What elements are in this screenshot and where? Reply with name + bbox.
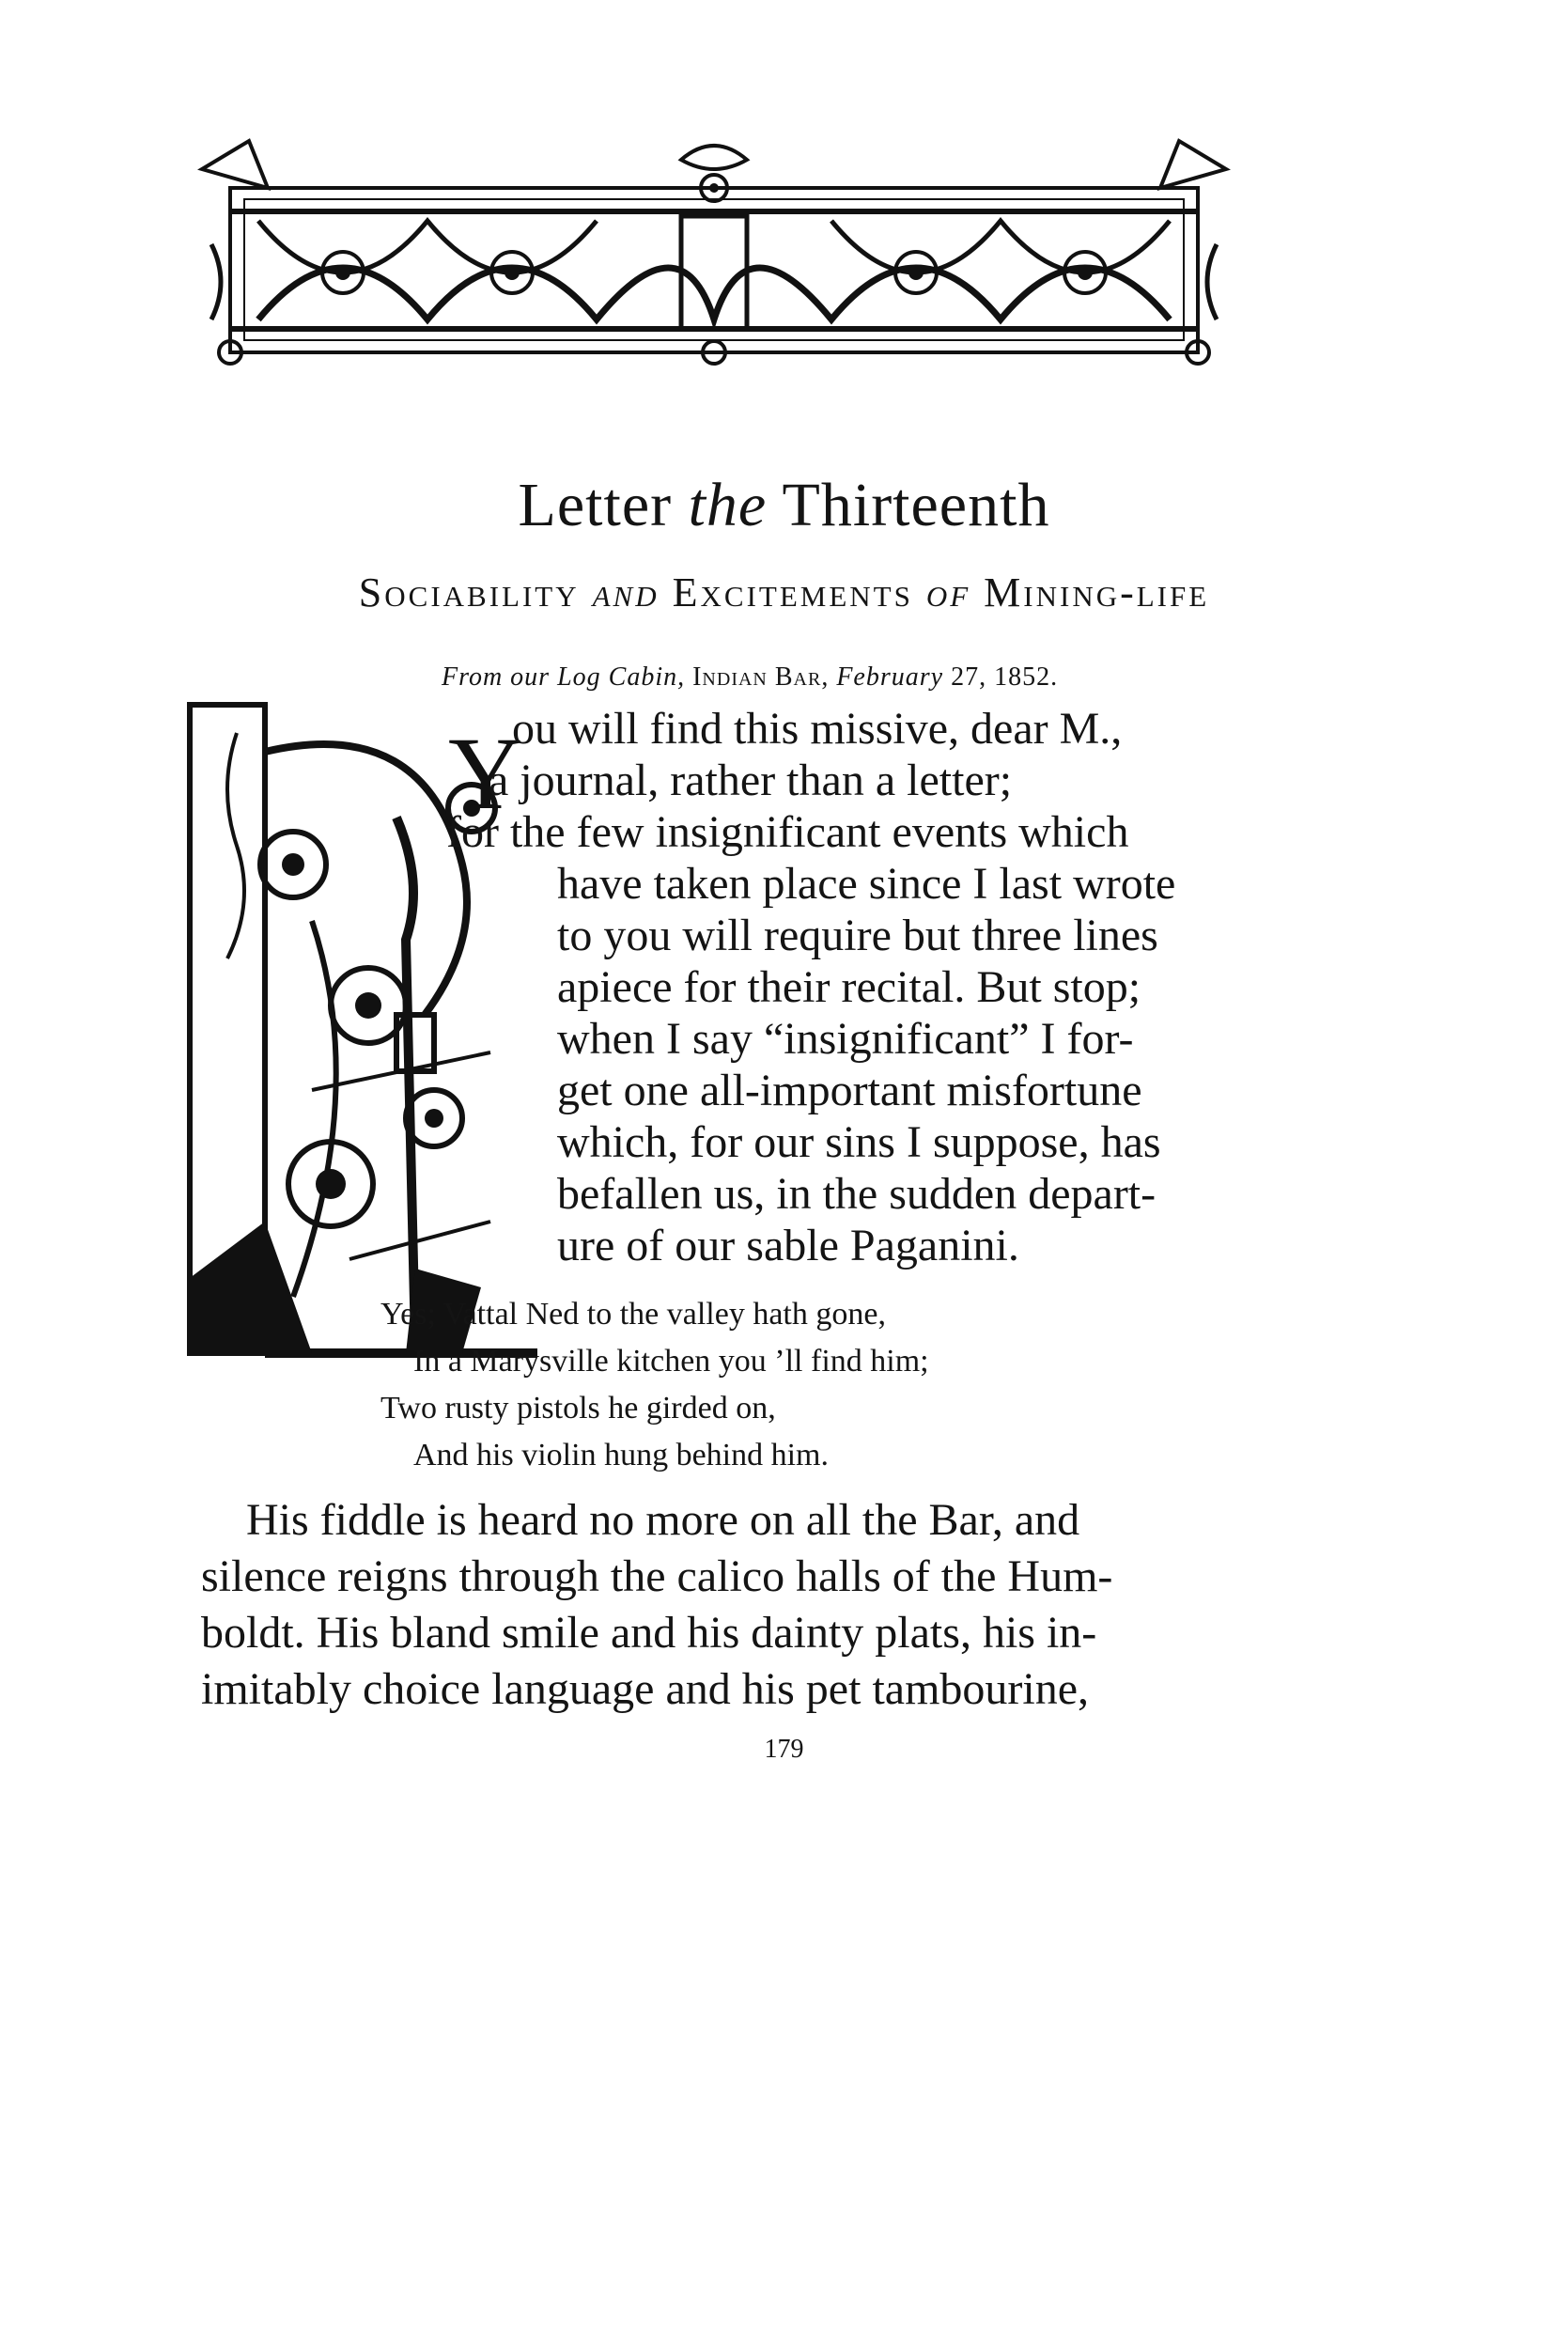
verse-line: And his violin hung behind him. — [413, 1438, 829, 1472]
text-line: for the few insignificant events which — [446, 807, 1129, 857]
ornamental-headpiece — [193, 132, 1235, 376]
subtitle-and: and — [592, 569, 660, 615]
text-line: which, for our sins I suppose, has — [557, 1117, 1161, 1167]
text-line: have taken place since I last wrote — [557, 859, 1176, 909]
dateline-place: Indian Bar, — [692, 662, 830, 692]
verse-line: In a Marysville kitchen you ’ll find him; — [413, 1344, 929, 1379]
text-line: to you will require but three lines — [557, 911, 1158, 960]
chapter-title — [0, 470, 1568, 541]
subtitle-sociability: Sociability — [358, 569, 580, 615]
page-number: 179 — [764, 1735, 804, 1764]
text-line: when I say “insignificant” I for- — [557, 1014, 1134, 1064]
title-word-the: the — [688, 471, 768, 539]
body-line: imitably choice language and his pet tambourine, — [201, 1664, 1090, 1714]
chapter-subtitle — [0, 569, 1568, 616]
initial-letter: Y — [448, 716, 523, 831]
subtitle-mining-life: Mining-life — [984, 569, 1210, 615]
text-line: ure of our sable Paganini. — [557, 1221, 1019, 1270]
dateline — [442, 662, 1058, 693]
title-word-thirteenth: Thirteenth — [782, 471, 1050, 539]
body-line: His fiddle is heard no more on all the Bar, and — [246, 1495, 1080, 1545]
title-word-letter: Letter — [518, 471, 673, 539]
subtitle-excitements: Excitements — [672, 569, 913, 615]
verse-line: Two rusty pistols he girded on, — [380, 1391, 776, 1426]
dateline-from: From our Log Cabin, — [442, 662, 686, 692]
dateline-month: February — [836, 662, 944, 692]
verse-line: Yes; Vattal Ned to the valley hath gone, — [380, 1297, 886, 1332]
body-line: silence reigns through the calico halls of the Hum- — [201, 1551, 1113, 1601]
body-line: boldt. His bland smile and his dainty plats, his in- — [201, 1608, 1097, 1658]
text-line: ou will find this missive, dear M., — [512, 704, 1123, 754]
text-line: a journal, rather than a letter; — [489, 756, 1013, 805]
dateline-rest: 27, 1852. — [951, 662, 1059, 692]
subtitle-of: of — [925, 569, 971, 615]
text-line: apiece for their recital. But stop; — [557, 962, 1141, 1012]
text-line: get one all-important misfortune — [557, 1066, 1142, 1115]
text-line: befallen us, in the sudden depart- — [557, 1169, 1157, 1219]
